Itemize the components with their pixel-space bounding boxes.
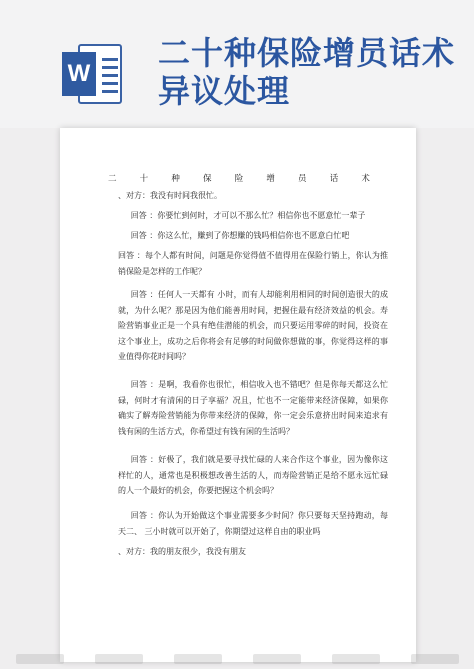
icon-line: [102, 66, 118, 69]
document-heading: [108, 172, 370, 184]
paragraph: 、对方：我的朋友很少，我没有朋友: [118, 547, 246, 556]
heading-char: 险: [234, 174, 244, 184]
watermark-mark: [16, 654, 64, 664]
header-banner: [0, 0, 474, 128]
word-document-icon: [62, 42, 124, 106]
paragraph: 回答 ：你要忙到何时，才可以不那么忙？相信你也不愿意忙一辈子: [130, 211, 366, 220]
icon-line: [102, 82, 118, 85]
heading-char: 术: [361, 174, 370, 184]
paragraph: 回答 ：任何人一天都有 小时，而有人却能利用相同的时间创造很大的成就，为什么呢？那是因为他们能善用时间，把握住最有经济效益的机会。寿险营销事业正是一个具有绝佳潜能的机会，而只要运用零碎的时间，投资在这个事业上，成功之后你将会有足够的时间做你想做的事，你觉得这样的事业值得你花时间吗？: [118, 290, 388, 362]
paragraph: 回答 ：每个人都有时间，问题是你觉得值不值得用在保险行销上，你认为推销保险是怎样的工作呢？: [118, 251, 388, 276]
heading-char: 二: [108, 174, 117, 184]
icon-line: [102, 74, 118, 77]
watermark-mark: [411, 654, 459, 664]
heading-char: 话: [329, 174, 339, 184]
heading-char: 员: [298, 174, 307, 184]
paragraph: 、对方：我没有时间我很忙。: [118, 191, 222, 200]
paragraph: 回答 ：你认为开始做这个事业需要多少时间？你只要每天坚持跑动，每天二、 三小时就可以开始了，你期望过这样自由的职业吗: [118, 511, 388, 536]
heading-char: 增: [266, 174, 275, 184]
heading-char: 种: [171, 174, 180, 184]
heading-char: 十: [139, 174, 149, 184]
icon-line: [102, 90, 118, 93]
paragraph: 回答 ：你这么忙，赚到了你想赚的钱吗相信你也不愿意白忙吧: [130, 231, 350, 240]
paragraph: 回答 ：好极了，我们就是要寻找忙碌的人来合作这个事业，因为像你这样忙的人，通常也是积极想改善生活的人，而寿险营销正是给不愿永远忙碌的人一个最好的机会，你要把握这个机会吗？: [118, 455, 388, 496]
word-badge: W: [62, 52, 96, 96]
heading-char: 保: [203, 174, 212, 184]
icon-line: [102, 58, 118, 61]
page-title: 二十种保险增员话术异议处理: [158, 34, 456, 110]
paragraph: 回答 ：是啊，我看你也很忙，相信收入也不错吧？但是你每天都这么忙碌，何时才有清闲的日子享福？况且，忙也不一定能带来经济保障，如果你确实了解寿险营销能为你带来经济的保障，你一定会乐意挤出时间来追求有钱有闲的生活方式，你希望过有钱有闲的生活吗？: [118, 380, 388, 436]
